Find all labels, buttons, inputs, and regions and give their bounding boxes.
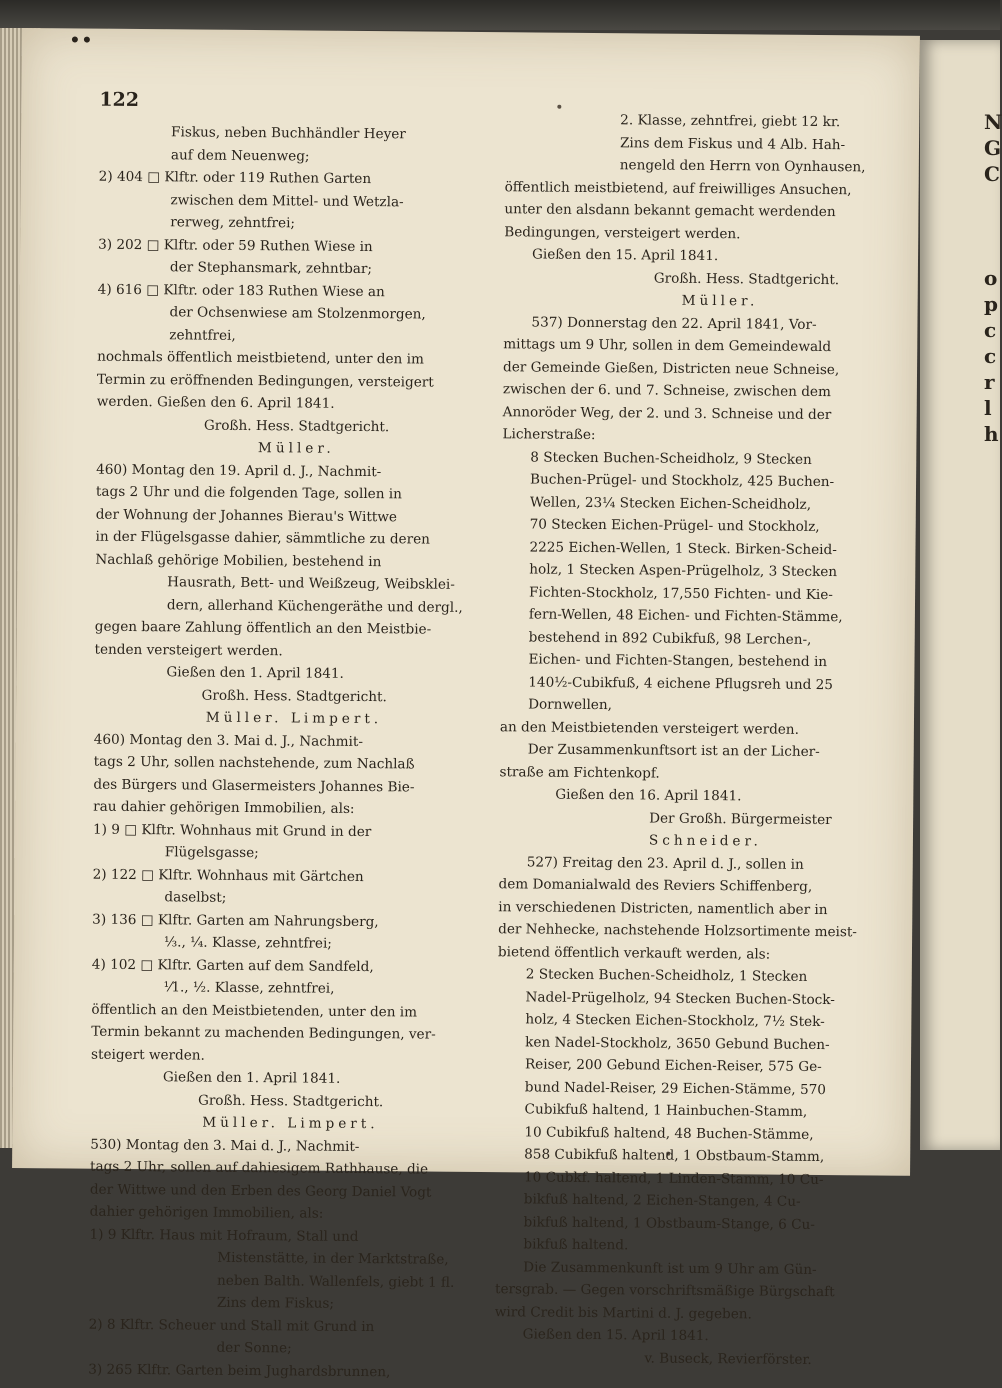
text-line: öffentlich meistbietend, auf freiwilliges Ansuchen, xyxy=(504,178,852,198)
text-line: 2) 122 □ Klftr. Wohnhaus mit Gärtchen xyxy=(92,866,364,885)
text-line: bund Nadel-Reiser, 29 Eichen-Stämme, 570 xyxy=(524,1078,827,1098)
text-line: Zins dem Fiskus und 4 Alb. Hah- xyxy=(619,134,846,153)
text-line: zehntfrei, xyxy=(169,326,236,344)
text-line: mittags um 9 Uhr, sollen in dem Gemeindewald xyxy=(503,336,832,356)
text-line: daselbst; xyxy=(164,889,227,906)
text-line: 2. Klasse, zehntfrei, giebt 12 kr. xyxy=(620,112,841,131)
text-line: dem Domanialwald des Reviers Schiffenberg, xyxy=(498,876,813,895)
text-line: zwischen der 6. und 7. Schneise, zwischen dem xyxy=(502,381,831,401)
text-line: Die Zusammenkunft ist um 9 Uhr am Gün- xyxy=(523,1258,817,1278)
text-line: rau dahier gehörigen Immobilien, als: xyxy=(93,798,355,817)
text-line: Gießen den 1. April 1841. xyxy=(166,664,344,682)
text-line: 10 Cubikfuß haltend, 48 Buchen-Stämme, xyxy=(524,1123,814,1143)
scanner-backdrop xyxy=(0,0,1000,30)
text-line: Zins dem Fiskus; xyxy=(216,1294,335,1312)
text-line: dern, allerhand Küchengeräthe und dergl., xyxy=(166,596,463,616)
text-line: 4) 102 □ Klftr. Garten auf dem Sandfeld, xyxy=(91,956,374,975)
text-line: der Wohnung der Johannes Bierau's Wittwe xyxy=(95,506,398,525)
text-line: öffentlich an den Meistbietenden, unter den im xyxy=(91,1001,418,1020)
text-line: ⅓., ¼. Klasse, zehntfrei; xyxy=(163,934,332,952)
text-line: Müller. xyxy=(257,440,335,457)
text-line: Müller. Limpert. xyxy=(205,709,383,728)
text-line: Der Großh. Bürgermeister xyxy=(649,810,832,828)
text-line: an den Meistbietenden versteigert werden. xyxy=(499,718,800,738)
text-line: Reiser, 200 Gebund Eichen-Reiser, 575 Ge- xyxy=(524,1056,822,1076)
text-line: nengeld den Herrn von Oynhausen, xyxy=(619,157,866,176)
text-line: Eichen- und Fichten-Stangen, bestehend in xyxy=(528,651,828,671)
text-line: Cubikfuß haltend, 1 Hainbuchen-Stamm, xyxy=(524,1101,808,1120)
text-line: 1) 9 Klftr. Haus mit Hofraum, Stall und xyxy=(89,1226,359,1245)
text-line: Buchen-Prügel- und Stockholz, 425 Buchen- xyxy=(530,471,835,491)
text-line: 537) Donnerstag den 22. April 1841, Vor- xyxy=(531,313,817,333)
text-line: Annoröder Weg, der 2. und 3. Schneise und der xyxy=(502,403,832,423)
text-line: bikfuß haltend. xyxy=(523,1236,629,1254)
text-line: 10 Cubkf. haltend, 1 Linden-Stamm, 10 Cu- xyxy=(523,1168,824,1188)
text-line: 527) Freitag den 23. April d. J., sollen in xyxy=(526,853,804,873)
text-line: tersgrab. — Gegen vorschriftsmäßige Bürgschaft xyxy=(494,1281,835,1301)
text-line: Müller. Limpert. xyxy=(202,1114,379,1133)
text-line: 8 Stecken Buchen-Scheidholz, 9 Stecken xyxy=(530,448,812,468)
text-line: Dornwellen, xyxy=(528,696,613,714)
text-line: steigert werden. xyxy=(90,1046,205,1064)
text-line: gegen baare Zahlung öffentlich an den Meistbie- xyxy=(94,618,432,638)
text-line: nochmals öffentlich meistbietend, unter den im xyxy=(97,348,424,368)
facing-page-fragment: h xyxy=(984,422,999,446)
text-line: Fichten-Stockholz, 17,550 Fichten- und Kie- xyxy=(529,583,833,603)
text-line: Schneider. xyxy=(648,832,762,850)
text-line: tags 2 Uhr, sollen auf dahiesigem Rathhause, die xyxy=(89,1158,429,1178)
text-line: Gießen den 15. April 1841. xyxy=(531,246,719,265)
text-line: des Bürgers und Glasermeisters Johannes Bie- xyxy=(93,776,415,795)
facing-page-fragment: c xyxy=(984,344,997,368)
text-line: in der Flügelsgasse dahier, sämmtliche zu deren xyxy=(95,528,430,548)
text-line: ken Nadel-Stockholz, 3650 Gebund Buchen- xyxy=(525,1033,830,1053)
facing-page-fragment: p xyxy=(984,292,998,316)
text-line: bikfuß haltend, 1 Obstbaum-Stange, 6 Cu- xyxy=(523,1213,816,1233)
text-line: tags 2 Uhr, sollen nachstehende, zum Nachlaß xyxy=(93,753,415,773)
text-line: bestehend in 892 Cubikfuß, 98 Lerchen-, xyxy=(528,628,812,648)
text-line: der Nehhecke, nachstehende Holzsortimente meist- xyxy=(498,921,857,941)
text-line: Mistenstätte, in der Marktstraße, xyxy=(217,1249,449,1268)
facing-page-fragment: o xyxy=(984,266,998,290)
text-line: werden. Gießen den 6. April 1841. xyxy=(96,393,335,412)
text-line: Termin zu eröffnenden Bedingungen, versteigert xyxy=(96,371,434,391)
facing-page-fragment: N xyxy=(984,110,1002,134)
text-line: der Sonne; xyxy=(216,1339,292,1357)
text-line: fern-Wellen, 48 Eichen- und Fichten-Stämme, xyxy=(528,606,843,626)
text-line: bikfuß haltend, 2 Eichen-Stangen, 4 Cu- xyxy=(523,1191,801,1210)
text-line: der Gemeinde Gießen, Districten neue Schneise, xyxy=(502,358,840,378)
text-line: 858 Cubikfuß haltend, 1 Obstbaum-Stamm, xyxy=(524,1146,825,1166)
book-page xyxy=(12,28,920,1380)
text-line: Der Zusammenkunftsort ist an der Licher- xyxy=(527,741,820,760)
ink-speck xyxy=(84,37,90,43)
facing-page-fragment: r xyxy=(984,370,995,394)
text-line: zwischen dem Mittel- und Wetzla- xyxy=(170,191,404,210)
text-line: unter den alsdann bekannt gemacht werdenden xyxy=(504,201,836,221)
text-line: 2) 404 □ Klftr. oder 119 Ruthen Garten xyxy=(98,168,372,188)
text-line: 2225 Eichen-Wellen, 1 Steck. Birken-Scheid- xyxy=(529,538,837,558)
text-line: neben Balth. Wallenfels, giebt 1 fl. xyxy=(217,1272,455,1291)
text-line: ⅟1., ½. Klasse, zehntfrei, xyxy=(163,979,335,997)
text-line: Termin bekannt zu machenden Bedingungen, ver- xyxy=(91,1023,436,1043)
right-column xyxy=(494,108,877,1371)
text-line: 140½-Cubikfuß, 4 eichene Pflugsreh und 25 xyxy=(528,673,834,693)
text-line: auf dem Neuenweg; xyxy=(170,146,310,165)
text-line: der Wittwe und den Erben des Georg Daniel Vogt xyxy=(89,1181,432,1201)
text-line: Großh. Hess. Stadtgericht. xyxy=(197,1092,384,1110)
text-line: 3) 202 □ Klftr. oder 59 Ruthen Wiese in xyxy=(98,236,373,255)
text-line: 460) Montag den 19. April d. J., Nachmit- xyxy=(96,461,382,480)
text-line: 2 Stecken Buchen-Scheidholz, 1 Stecken xyxy=(525,966,808,985)
text-line: wird Credit bis Martini d. J. gegeben. xyxy=(494,1303,752,1322)
text-line: 3) 265 Klftr. Garten beim Jughardsbrunnen, xyxy=(88,1361,391,1380)
text-line: der Ochsenwiese am Stolzenmorgen, xyxy=(169,304,426,323)
text-line: 530) Montag den 3. Mai d. J., Nachmit- xyxy=(90,1136,360,1155)
text-line: straße am Fichtenkopf. xyxy=(499,763,660,782)
text-line: in verschiedenen Districten, namentlich aber in xyxy=(498,898,828,918)
text-line: tenden versteigert werden. xyxy=(94,641,283,659)
text-line: Großh. Hess. Stadtgericht. xyxy=(201,687,387,705)
ink-speck xyxy=(72,36,78,42)
facing-page-fragment: c xyxy=(984,318,997,342)
left-column xyxy=(88,121,499,1384)
facing-page-fragment: G xyxy=(984,136,1002,160)
text-line: 2) 8 Klftr. Scheuer und Stall mit Grund in xyxy=(88,1316,375,1335)
text-line: 1) 9 □ Klftr. Wohnhaus mit Grund in der xyxy=(92,821,372,840)
text-line: Nadel-Prügelholz, 94 Stecken Buchen-Stock- xyxy=(525,988,835,1008)
facing-page-edge xyxy=(920,40,1000,1150)
page-number: 122 xyxy=(99,88,140,112)
text-line: 3) 136 □ Klftr. Garten am Nahrungsberg, xyxy=(92,911,379,930)
text-line: 70 Stecken Eichen-Prügel- und Stockholz, xyxy=(529,516,820,535)
text-line: Hausrath, Bett- und Weißzeug, Weibsklei- xyxy=(167,574,455,593)
text-line: Fiskus, neben Buchhändler Heyer xyxy=(171,124,406,143)
text-line: Großh. Hess. Stadtgericht. xyxy=(203,417,390,435)
text-line: v. Buseck, Revierförster. xyxy=(644,1349,812,1368)
facing-page-fragment: l xyxy=(984,396,992,420)
text-line: 4) 616 □ Klftr. oder 183 Ruthen Wiese an xyxy=(97,281,385,300)
text-line: holz, 1 Stecken Aspen-Prügelholz, 3 Stecken xyxy=(529,561,838,581)
text-line: Licherstraße: xyxy=(502,426,596,444)
text-line: Wellen, 23¼ Stecken Eichen-Scheidholz, xyxy=(529,493,812,513)
text-line: bietend öffentlich verkauft werden, als: xyxy=(497,943,771,963)
text-line: rerweg, zehntfrei; xyxy=(170,214,296,232)
text-line: Bedingungen, versteigert werden. xyxy=(504,223,741,242)
text-line: Gießen den 16. April 1841. xyxy=(555,786,742,805)
text-line: Gießen den 15. April 1841. xyxy=(522,1326,709,1345)
text-line: dahier gehörigen Immobilien, als: xyxy=(89,1203,324,1222)
text-line: Gießen den 1. April 1841. xyxy=(162,1069,341,1087)
text-line: Müller. xyxy=(681,292,759,310)
text-line: Nachlaß gehörige Mobilien, bestehend in xyxy=(95,551,382,570)
text-line: Großh. Hess. Stadtgericht. xyxy=(653,270,840,288)
text-line: holz, 4 Stecken Eichen-Stockholz, 7½ Stek- xyxy=(525,1011,825,1031)
text-line: Flügelsgasse; xyxy=(164,844,259,862)
text-line: tags 2 Uhr und die folgenden Tage, sollen in xyxy=(95,483,403,503)
text-line: 460) Montag den 3. Mai d. J., Nachmit- xyxy=(93,731,364,750)
facing-page-fragment: C xyxy=(984,162,1000,186)
text-line: der Stephansmark, zehntbar; xyxy=(169,259,373,278)
